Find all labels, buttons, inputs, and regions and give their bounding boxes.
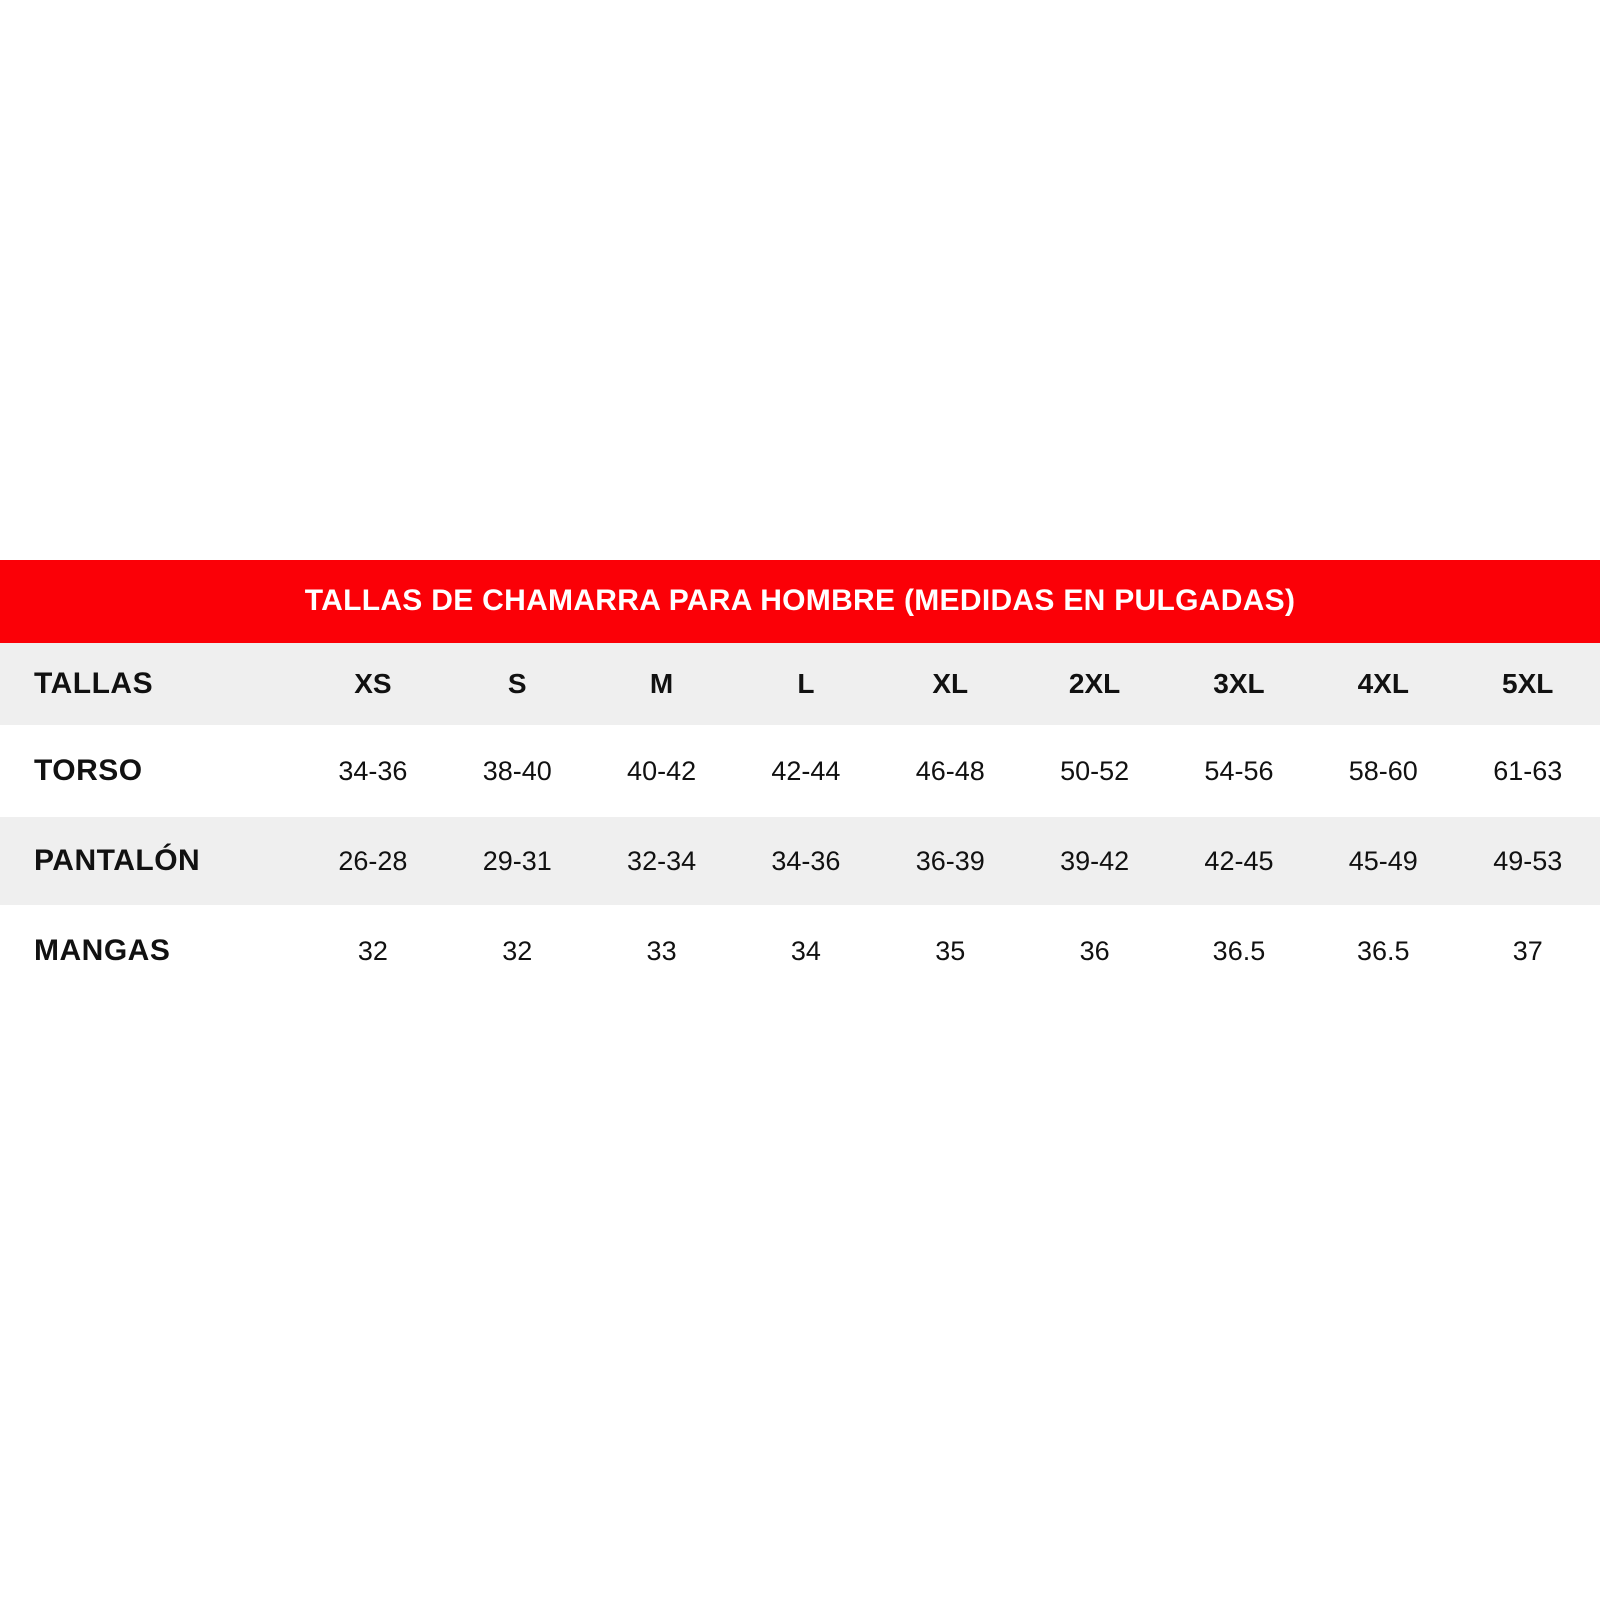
- torso-xl: 46-48: [878, 726, 1022, 816]
- pantalon-xl: 36-39: [878, 816, 1022, 906]
- pantalon-5xl: 49-53: [1455, 816, 1600, 906]
- header-size-2xl: 2XL: [1022, 643, 1166, 726]
- table-row: [0, 906, 1600, 996]
- mangas-2xl: 36: [1022, 906, 1166, 996]
- pantalon-s: 29-31: [445, 816, 589, 906]
- header-size-xs: XS: [301, 643, 445, 726]
- torso-m: 40-42: [589, 726, 733, 816]
- pantalon-l: 34-36: [734, 816, 878, 906]
- torso-5xl: 61-63: [1455, 726, 1600, 816]
- mangas-5xl: 37: [1455, 906, 1600, 996]
- header-size-4xl: 4XL: [1311, 643, 1455, 726]
- torso-l: 42-44: [734, 726, 878, 816]
- header-size-l: L: [734, 643, 878, 726]
- mangas-xs: 32: [301, 906, 445, 996]
- chart-title: TALLAS DE CHAMARRA PARA HOMBRE (MEDIDAS EN PULGADAS): [0, 560, 1600, 643]
- row-label-pantalon: PANTALÓN: [0, 816, 301, 906]
- table-row: [0, 726, 1600, 816]
- pantalon-4xl: 45-49: [1311, 816, 1455, 906]
- mangas-3xl: 36.5: [1167, 906, 1311, 996]
- row-label-torso: TORSO: [0, 726, 301, 816]
- table-row: [0, 816, 1600, 906]
- header-size-5xl: 5XL: [1455, 643, 1600, 726]
- row-label-mangas: MANGAS: [0, 906, 301, 996]
- header-size-s: S: [445, 643, 589, 726]
- mangas-s: 32: [445, 906, 589, 996]
- size-chart-table: [0, 560, 1600, 997]
- torso-s: 38-40: [445, 726, 589, 816]
- mangas-l: 34: [734, 906, 878, 996]
- pantalon-2xl: 39-42: [1022, 816, 1166, 906]
- pantalon-m: 32-34: [589, 816, 733, 906]
- header-size-m: M: [589, 643, 733, 726]
- torso-4xl: 58-60: [1311, 726, 1455, 816]
- torso-2xl: 50-52: [1022, 726, 1166, 816]
- pantalon-xs: 26-28: [301, 816, 445, 906]
- table-header-row: [0, 643, 1600, 726]
- header-size-3xl: 3XL: [1167, 643, 1311, 726]
- header-label-tallas: TALLAS: [0, 643, 301, 726]
- mangas-m: 33: [589, 906, 733, 996]
- mangas-4xl: 36.5: [1311, 906, 1455, 996]
- mangas-xl: 35: [878, 906, 1022, 996]
- torso-3xl: 54-56: [1167, 726, 1311, 816]
- chart-title-row: [0, 560, 1600, 643]
- pantalon-3xl: 42-45: [1167, 816, 1311, 906]
- header-size-xl: XL: [878, 643, 1022, 726]
- torso-xs: 34-36: [301, 726, 445, 816]
